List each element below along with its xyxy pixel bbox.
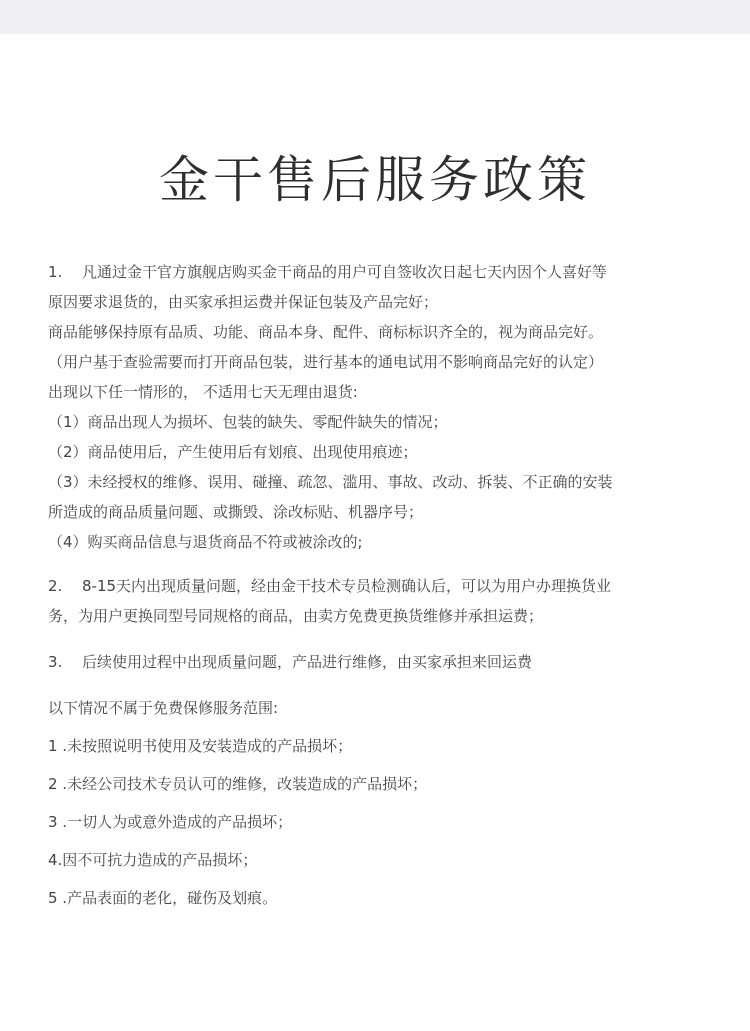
exclusion-item: 2 .未经公司技术专员认可的维修，改装造成的产品损坏； (48, 775, 428, 793)
exclusion-item: 5 .产品表面的老化，碰伤及划痕。 (48, 889, 278, 907)
section-1-line: （3）未经授权的维修、误用、碰撞、疏忽、滥用、事故、改动、拆装、不正确的安装 (48, 473, 613, 491)
section-2-first-line (48, 571, 738, 601)
page-title: 金干售后服务政策 (159, 151, 591, 209)
section-1-line: （2）商品使用后，产生使用后有划痕、出现使用痕迹； (48, 443, 418, 461)
section-3-line: 后续使用过程中出现质量问题，产品进行维修，由买家承担来回运费 (82, 653, 533, 671)
exclusion-item: 3 .一切人为或意外造成的产品损坏； (48, 813, 293, 831)
policy-body (48, 257, 738, 913)
section-3-number: 3. (48, 653, 63, 671)
section-1-line: 凡通过金干官方旗舰店购买金干商品的用户可自签收次日起七天内因个人喜好等 (82, 263, 608, 281)
section-2-line: 务，为用户更换同型号同规格的商品，由卖方免费更换货维修并承担运费； (48, 607, 544, 625)
section-1-line: 商品能够保持原有品质、功能、商品本身、配件、商标标识齐全的，视为商品完好。 (48, 323, 604, 341)
section-1-line: 原因要求退货的，由买家承担运费并保证包装及产品完好； (48, 293, 439, 311)
exclusion-item: 4.因不可抗力造成的产品损坏； (48, 851, 258, 869)
top-band (0, 0, 750, 34)
exclusion-item: 1 .未按照说明书使用及安装造成的产品损坏； (48, 737, 353, 755)
section-2-number: 2. (48, 577, 63, 595)
section-1-line: （1）商品出现人为损坏、包装的缺失、零配件缺失的情况； (48, 413, 448, 431)
section-1-line: 出现以下任一情形的， 不适用七天无理由退货: (48, 383, 358, 401)
section-1-line: 所造成的商品质量问题、或撕毁、涂改标贴、机器序号； (48, 503, 424, 521)
exclusions-heading: 以下情况不属于免费保修服务范围: (48, 699, 279, 717)
section-1-first-line (48, 257, 738, 287)
section-3-first-line (48, 647, 738, 677)
section-1-line: （4）购买商品信息与退货商品不符或被涂改的; (48, 533, 363, 551)
section-2-line: 8-15天内出现质量问题，经由金干技术专员检测确认后，可以为用户办理换货业 (82, 577, 612, 595)
section-1-number: 1. (48, 263, 63, 281)
section-1-line: （用户基于查验需要而打开商品包装，进行基本的通电试用不影响商品完好的认定） (48, 353, 604, 371)
